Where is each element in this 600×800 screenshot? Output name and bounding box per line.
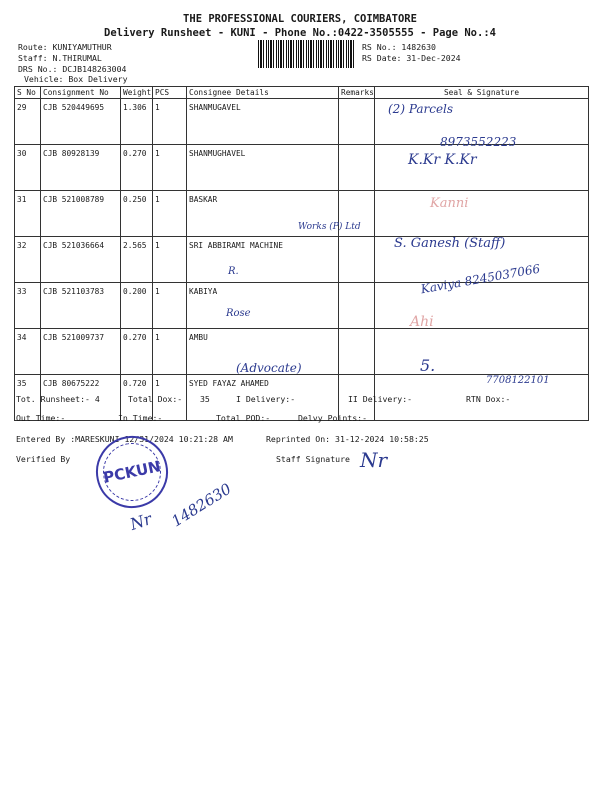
rs-date: RS Date: 31-Dec-2024 xyxy=(362,53,461,63)
drs-label: DRS No.: DCJB148263004 xyxy=(18,64,127,74)
rs-number: RS No.: 1482630 xyxy=(362,42,436,52)
col-header-consignment: Consignment No xyxy=(41,87,121,99)
total-dox-label: Total Dox:- xyxy=(128,394,183,404)
delvy-points: Delvy Points:- xyxy=(298,413,368,423)
entered-by: Entered By :MARESKUNI 12/31/2024 10:21:28 AM xyxy=(16,434,233,444)
cell-weight: 2.565 xyxy=(121,237,153,283)
handwritten-name-phone: Kaviya 8245037066 xyxy=(419,261,542,297)
cell-weight: 0.200 xyxy=(121,283,153,329)
table-row xyxy=(15,145,589,191)
rtn-dox: RTN Dox:- xyxy=(466,394,511,404)
ii-delivery: II Delivery:- xyxy=(348,394,413,404)
faint-signature: Ahi xyxy=(410,314,434,330)
staff-signature: Nr xyxy=(360,448,388,472)
cell-pcs: 1 xyxy=(153,283,187,329)
col-header-sno: S No xyxy=(15,87,41,99)
in-time: In Time:- xyxy=(118,413,163,423)
cell-weight: 0.250 xyxy=(121,191,153,237)
table-header-row xyxy=(15,87,589,99)
cell-pcs: 1 xyxy=(153,375,187,421)
staff-signature-label: Staff Signature xyxy=(276,454,350,464)
cell-consignment: CJB 80675222 xyxy=(41,375,121,421)
verifier-number: 1482630 xyxy=(168,479,235,531)
cell-seal xyxy=(375,329,589,375)
cell-seal xyxy=(375,191,589,237)
cell-weight: 0.720 xyxy=(121,375,153,421)
cell-seal xyxy=(375,145,589,191)
runsheet-subtitle: Delivery Runsheet - KUNI - Phone No.:0422-3505555 - Page No.:4 xyxy=(104,27,496,39)
handwritten-signature: K.Kr K.Kr xyxy=(408,152,477,168)
col-header-pcs: PCS xyxy=(153,87,187,99)
cell-consignment: CJB 521103783 xyxy=(41,283,121,329)
cell-consignee: SYED FAYAZ AHAMED xyxy=(187,375,339,421)
out-time: Out Time:- xyxy=(16,413,66,423)
handwritten-works-ltd: Works (P) Ltd xyxy=(298,222,361,232)
cell-seal xyxy=(375,283,589,329)
cell-consignee: SHANMUGAVEL xyxy=(187,99,339,145)
cell-sno: 34 xyxy=(15,329,41,375)
total-pod: Total POD:- xyxy=(216,413,271,423)
cell-sno: 31 xyxy=(15,191,41,237)
col-header-remarks: Remarks xyxy=(339,87,375,99)
route-label: Route: KUNIYAMUTHUR xyxy=(18,42,112,52)
vehicle-label: Vehicle: Box Delivery xyxy=(24,74,128,84)
verifier-signature: Nr xyxy=(127,509,155,534)
cell-consignment: CJB 521009737 xyxy=(41,329,121,375)
office-stamp: PCKUN xyxy=(89,429,174,514)
cell-weight: 0.270 xyxy=(121,329,153,375)
handwritten-parcels: (2) Parcels xyxy=(388,102,454,116)
cell-sno: 29 xyxy=(15,99,41,145)
cell-consignee: KABIYA xyxy=(187,283,339,329)
cell-remarks xyxy=(339,329,375,375)
cell-consignee: BASKAR xyxy=(187,191,339,237)
faint-signature: Kanni xyxy=(430,196,469,211)
cell-sno: 32 xyxy=(15,237,41,283)
handwritten-phone: 8973552223 xyxy=(440,135,517,149)
col-header-consignee: Consignee Details xyxy=(187,87,339,99)
cell-sno: 35 xyxy=(15,375,41,421)
cell-consignment: CJB 521008789 xyxy=(41,191,121,237)
cell-pcs: 1 xyxy=(153,329,187,375)
cell-weight: 0.270 xyxy=(121,145,153,191)
total-dox-value: 35 xyxy=(200,394,210,404)
cell-pcs: 1 xyxy=(153,99,187,145)
total-runsheet: Tot. Runsheet:- 4 xyxy=(16,394,100,404)
cell-weight: 1.306 xyxy=(121,99,153,145)
cell-remarks xyxy=(339,237,375,283)
cell-pcs: 1 xyxy=(153,237,187,283)
verified-by: Verified By xyxy=(16,454,71,464)
cell-pcs: 1 xyxy=(153,145,187,191)
table-row xyxy=(15,283,589,329)
handwritten-signature: 5. xyxy=(420,356,436,375)
cell-consignment: CJB 80928139 xyxy=(41,145,121,191)
company-title: THE PROFESSIONAL COURIERS, COIMBATORE xyxy=(183,13,417,25)
cell-remarks xyxy=(339,283,375,329)
cell-consignee: SRI ABBIRAMI MACHINE xyxy=(187,237,339,283)
cell-consignee: SHANMUGHAVEL xyxy=(187,145,339,191)
handwritten-advocate: (Advocate) xyxy=(236,361,302,375)
cell-consignment: CJB 520449695 xyxy=(41,99,121,145)
cell-sno: 33 xyxy=(15,283,41,329)
cell-remarks xyxy=(339,99,375,145)
cell-consignment: CJB 521036664 xyxy=(41,237,121,283)
col-header-weight: Weight xyxy=(121,87,153,99)
handwritten-rose: Rose xyxy=(226,308,251,319)
handwritten-initial: R. xyxy=(228,266,239,277)
staff-label: Staff: N.THIRUMAL xyxy=(18,53,102,63)
cell-consignee: AMBU xyxy=(187,329,339,375)
col-header-seal: Seal & Signature xyxy=(375,87,589,99)
i-delivery: I Delivery:- xyxy=(236,394,296,404)
reprinted-on: Reprinted On: 31-12-2024 10:58:25 xyxy=(266,434,429,444)
handwritten-seal: S. Ganesh (Staff) xyxy=(394,236,506,251)
handwritten-phone: 7708122101 xyxy=(486,375,550,386)
barcode xyxy=(258,40,356,68)
cell-pcs: 1 xyxy=(153,191,187,237)
cell-sno: 30 xyxy=(15,145,41,191)
cell-remarks xyxy=(339,145,375,191)
